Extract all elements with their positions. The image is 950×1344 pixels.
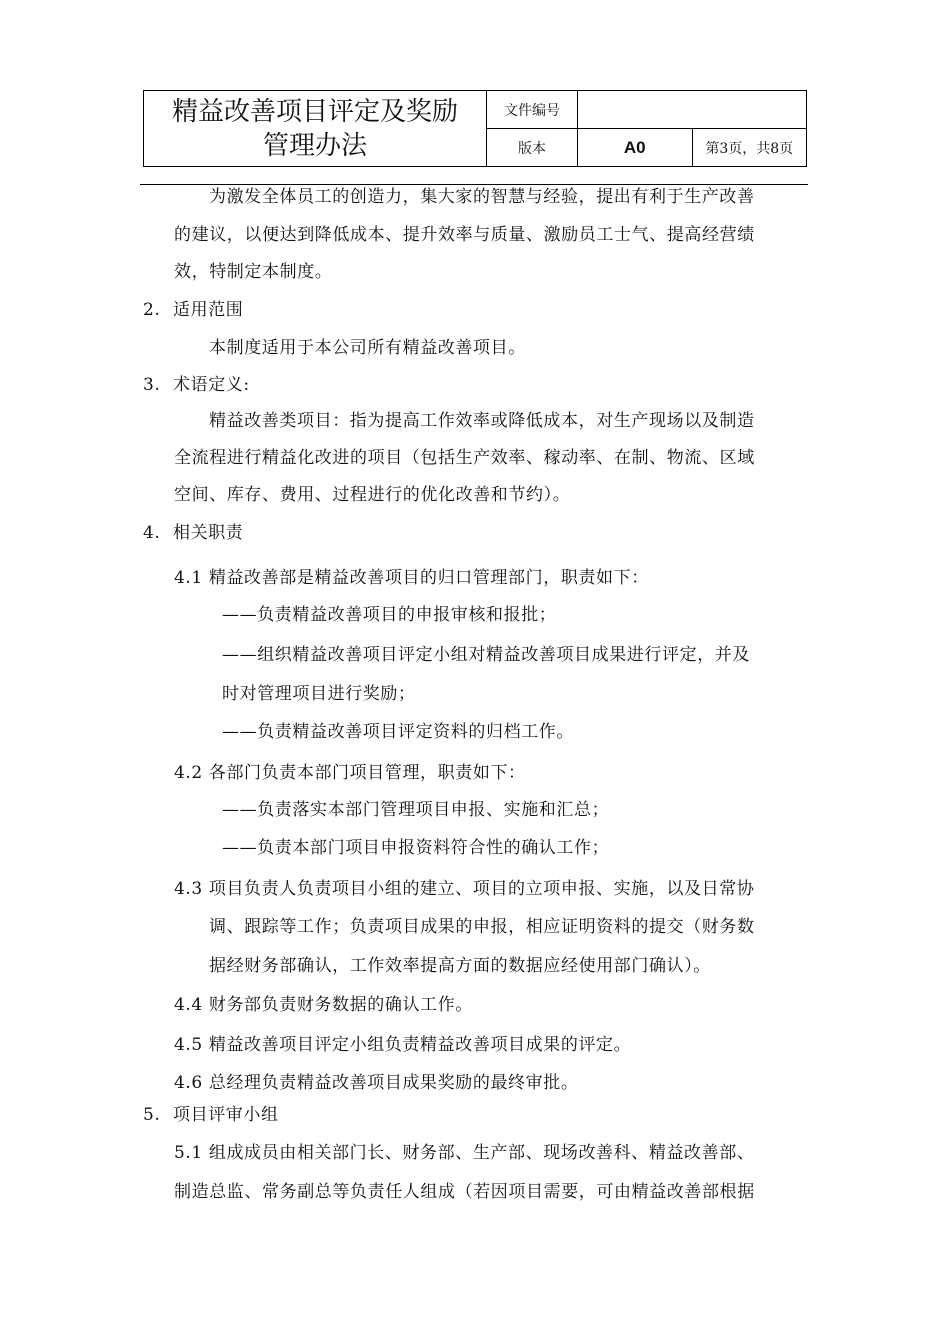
section-4-heading: [143, 521, 243, 545]
version-label: 版本: [487, 129, 578, 167]
section-4-title: 相关职责: [173, 523, 244, 543]
title-line-1: 精益改善项目评定及奖励: [171, 96, 458, 127]
subsection-4-1: [174, 566, 649, 590]
section-2-text: 本制度适用于本公司所有精益改善项目。: [209, 338, 526, 358]
subsection-4-5: [174, 1033, 631, 1057]
subsection-5-1-text: 组成成员由相关部门长、财务部、生产部、现场改善科、精益改善部、: [208, 1143, 755, 1163]
subsection-4-3: [174, 877, 754, 901]
subsection-4-5-number: 4.5: [174, 1035, 203, 1055]
section-2-title: 适用范围: [173, 300, 244, 320]
document-title: [144, 91, 487, 167]
subsection-4-3-line-3: 据经财务部确认，工作效率提高方面的数据应经使用部门确认）。: [209, 956, 711, 976]
section-2-heading: [143, 298, 243, 322]
section-3-title: 术语定义:: [173, 375, 250, 395]
subsection-4-3-text: 项目负责人负责项目小组的建立、项目的立项申报、实施，以及日常协: [208, 879, 755, 899]
title-line-2: 管理办法: [262, 130, 367, 161]
section-2-number: 2.: [143, 300, 161, 320]
subsection-4-4: [174, 993, 473, 1017]
section-3-heading: [143, 373, 250, 397]
purpose-line-3: 效，特制定本制度。: [174, 262, 333, 282]
purpose-line-1: 为激发全体员工的创造力，集大家的智慧与经验，提出有利于生产改善: [209, 187, 755, 207]
subsection-5-1: [174, 1141, 754, 1165]
doc-no-value: [578, 91, 807, 129]
section-3-number: 3.: [143, 375, 161, 395]
section-5-number: 5.: [143, 1105, 161, 1125]
subsection-4-1-item-3: ——负责精益改善项目评定资料的归档工作。: [222, 722, 574, 742]
section-5-title: 项目评审小组: [173, 1105, 279, 1125]
subsection-4-2-item-1: ——负责落实本部门管理项目申报、实施和汇总；: [222, 800, 610, 820]
subsection-4-5-text: 精益改善项目评定小组负责精益改善项目成果的评定。: [208, 1035, 632, 1055]
subsection-4-1-item-1: ——负责精益改善项目的申报审核和报批；: [222, 605, 557, 625]
subsection-4-3-line-2: 调、跟踪等工作；负责项目成果的申报，相应证明资料的提交（财务数: [209, 917, 755, 937]
subsection-4-3-number: 4.3: [174, 879, 203, 899]
version-value: A0: [578, 129, 693, 167]
page-info: 第3页，共8页: [692, 129, 807, 167]
subsection-4-2-number: 4.2: [174, 763, 203, 783]
subsection-4-6-text: 总经理负责精益改善项目成果奖励的最终审批。: [208, 1073, 579, 1093]
subsection-4-1-text: 精益改善部是精益改善项目的归口管理部门，职责如下：: [208, 568, 649, 588]
section-3-line-2: 全流程进行精益化改进的项目（包括生产效率、稼动率、在制、物流、区域: [174, 448, 755, 468]
document-header-table: [143, 90, 807, 167]
subsection-4-6-number: 4.6: [174, 1073, 203, 1093]
purpose-line-2: 的建议，以便达到降低成本、提升效率与质量、激励员工士气、提高经营绩: [174, 225, 755, 245]
section-3-line-1: 精益改善类项目：指为提高工作效率或降低成本，对生产现场以及制造: [209, 411, 755, 431]
doc-no-label: 文件编号: [487, 91, 578, 129]
subsection-4-1-number: 4.1: [174, 568, 203, 588]
subsection-4-2: [174, 761, 526, 785]
subsection-4-1-item-2: ——组织精益改善项目评定小组对精益改善项目成果进行评定，并及: [222, 645, 750, 665]
section-5-heading: [143, 1103, 279, 1127]
subsection-4-4-text: 财务部负责财务数据的确认工作。: [208, 995, 473, 1015]
subsection-4-4-number: 4.4: [174, 995, 203, 1015]
subsection-4-1-item-2-cont: 时对管理项目进行奖励；: [222, 684, 416, 704]
subsection-5-1-line-2: 制造总监、常务副总等负责任人组成（若因项目需要，可由精益改善部根据: [174, 1182, 755, 1202]
subsection-5-1-number: 5.1: [174, 1143, 203, 1163]
section-3-line-3: 空间、库存、费用、过程进行的优化改善和节约）。: [174, 485, 571, 505]
subsection-4-2-item-2: ——负责本部门项目申报资料符合性的确认工作；: [222, 838, 610, 858]
subsection-4-2-text: 各部门负责本部门项目管理，职责如下：: [208, 763, 526, 783]
section-4-number: 4.: [143, 523, 161, 543]
subsection-4-6: [174, 1071, 578, 1095]
